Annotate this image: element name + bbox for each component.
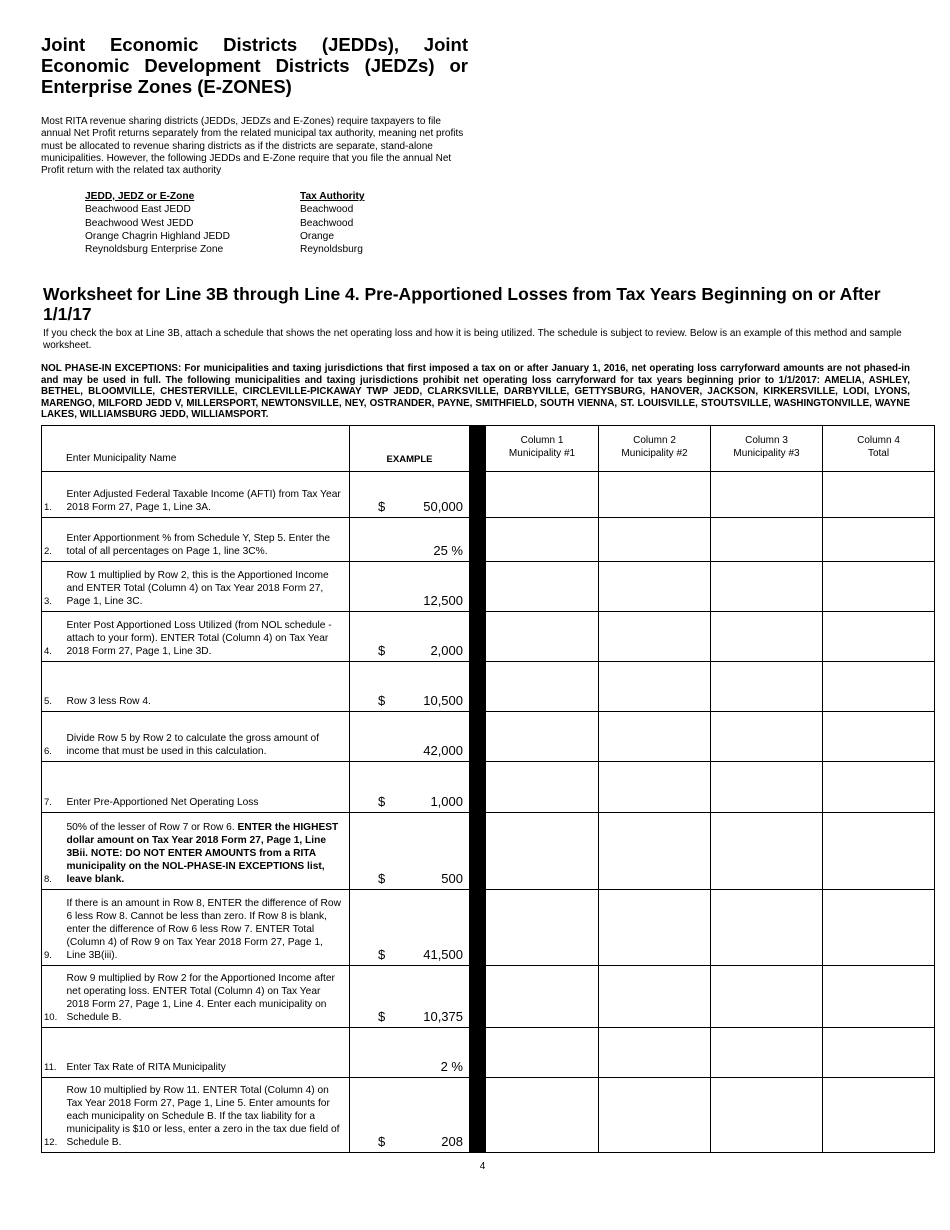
jedd-header: JEDD, JEDZ or E-Zone bbox=[85, 191, 195, 202]
total-cell[interactable] bbox=[823, 762, 935, 813]
row-number: 5. bbox=[42, 662, 63, 712]
total-cell[interactable] bbox=[823, 1078, 935, 1153]
municipality-1-cell[interactable] bbox=[486, 1078, 599, 1153]
tax-authority-header: Tax Authority bbox=[300, 191, 365, 202]
worksheet-row bbox=[42, 966, 935, 1028]
column-separator bbox=[470, 518, 486, 562]
dollar-sign: $ bbox=[378, 499, 386, 514]
row-description: Row 10 multiplied by Row 11. ENTER Total (Column 4) on Tax Year 2018 Form 27, Page 1, Line 5. Enter amounts for each municipality on Schedule B. If the tax liability for a municipality is $10 or less, enter a zero in the tax due field of Schedule B. bbox=[63, 1078, 350, 1153]
worksheet-row bbox=[42, 813, 935, 890]
example-value: 500 bbox=[441, 871, 463, 886]
column-4-header: Column 4 Total bbox=[823, 426, 935, 472]
example-cell bbox=[350, 1028, 470, 1078]
row-description: Enter Pre-Apportioned Net Operating Loss bbox=[63, 762, 350, 813]
municipality-2-cell[interactable] bbox=[599, 562, 711, 612]
jedd-authority: Orange bbox=[300, 230, 334, 242]
worksheet-table bbox=[41, 425, 935, 1153]
worksheet-title: Worksheet for Line 3B through Line 4. Pre-Apportioned Losses from Tax Years Beginning on or After 1/1/17 bbox=[43, 284, 881, 324]
municipality-name-header: Enter Municipality Name bbox=[42, 426, 350, 472]
municipality-3-cell[interactable] bbox=[711, 1028, 823, 1078]
municipality-1-cell[interactable] bbox=[486, 518, 599, 562]
row-description: Divide Row 5 by Row 2 to calculate the gross amount of income that must be used in this calculation. bbox=[63, 712, 350, 762]
total-cell[interactable] bbox=[823, 662, 935, 712]
worksheet-row bbox=[42, 890, 935, 966]
worksheet-header-row bbox=[42, 426, 935, 472]
row-description: If there is an amount in Row 8, ENTER the difference of Row 6 less Row 8. Cannot be less than zero. If Row 8 is blank, enter the difference of Row 6 less Row 7. ENTER Total (Column 4) of Row 9 on Tax Year 2018 Form 27, Page 1, Line 3B(iii). bbox=[63, 890, 350, 966]
municipality-2-cell[interactable] bbox=[599, 762, 711, 813]
municipality-2-cell[interactable] bbox=[599, 1028, 711, 1078]
row-description: Row 1 multiplied by Row 2, this is the Apportioned Income and ENTER Total (Column 4) on Tax Year 2018 Form 27, Page 1, Line 3C. bbox=[63, 562, 350, 612]
total-cell[interactable] bbox=[823, 1028, 935, 1078]
column-separator bbox=[470, 762, 486, 813]
municipality-3-cell[interactable] bbox=[711, 712, 823, 762]
example-value: 1,000 bbox=[430, 794, 463, 809]
column-2-header: Column 2 Municipality #2 bbox=[599, 426, 711, 472]
example-cell bbox=[350, 662, 470, 712]
municipality-2-cell[interactable] bbox=[599, 1078, 711, 1153]
row-number: 7. bbox=[42, 762, 63, 813]
row-number: 1. bbox=[42, 472, 63, 518]
total-cell[interactable] bbox=[823, 472, 935, 518]
example-cell bbox=[350, 562, 470, 612]
municipality-3-cell[interactable] bbox=[711, 518, 823, 562]
worksheet-row bbox=[42, 562, 935, 612]
example-value: 50,000 bbox=[423, 499, 463, 514]
jedd-authority: Beachwood bbox=[300, 217, 354, 229]
municipality-3-cell[interactable] bbox=[711, 966, 823, 1028]
worksheet-row bbox=[42, 1078, 935, 1153]
municipality-3-cell[interactable] bbox=[711, 813, 823, 890]
municipality-3-cell[interactable] bbox=[711, 762, 823, 813]
example-value: 10,375 bbox=[423, 1009, 463, 1024]
municipality-2-cell[interactable] bbox=[599, 712, 711, 762]
column-separator bbox=[470, 813, 486, 890]
column-separator bbox=[470, 712, 486, 762]
column-separator bbox=[470, 426, 486, 472]
example-value: 41,500 bbox=[423, 947, 463, 962]
municipality-3-cell[interactable] bbox=[711, 612, 823, 662]
municipality-1-cell[interactable] bbox=[486, 662, 599, 712]
example-header: EXAMPLE bbox=[350, 426, 470, 472]
example-value: 2,000 bbox=[430, 643, 463, 658]
municipality-2-cell[interactable] bbox=[599, 518, 711, 562]
municipality-1-cell[interactable] bbox=[486, 890, 599, 966]
jedd-authority: Reynoldsburg bbox=[300, 244, 363, 256]
worksheet-row bbox=[42, 612, 935, 662]
municipality-1-cell[interactable] bbox=[486, 712, 599, 762]
dollar-sign: $ bbox=[378, 947, 386, 962]
municipality-1-cell[interactable] bbox=[486, 472, 599, 518]
row-number: 9. bbox=[42, 890, 63, 966]
row-description: Enter Post Apportioned Loss Utilized (from NOL schedule - attach to your form). ENTER Total (Column 4) on Tax Year 2018 Form 27, Page 1, Line 3D. bbox=[63, 612, 350, 662]
worksheet-row bbox=[42, 518, 935, 562]
row-number: 3. bbox=[42, 562, 63, 612]
municipality-2-cell[interactable] bbox=[599, 612, 711, 662]
example-cell bbox=[350, 612, 470, 662]
row-number: 4. bbox=[42, 612, 63, 662]
example-cell bbox=[350, 518, 470, 562]
jedd-name: Beachwood East JEDD bbox=[85, 204, 191, 216]
example-value: 12,500 bbox=[423, 593, 463, 608]
column-1-header: Column 1 Municipality #1 bbox=[486, 426, 599, 472]
total-cell[interactable] bbox=[823, 518, 935, 562]
municipality-3-cell[interactable] bbox=[711, 1078, 823, 1153]
municipality-3-cell[interactable] bbox=[711, 472, 823, 518]
row-number: 12. bbox=[42, 1078, 63, 1153]
column-separator bbox=[470, 562, 486, 612]
dollar-sign: $ bbox=[378, 871, 386, 886]
total-cell[interactable] bbox=[823, 813, 935, 890]
intro-paragraph: Most RITA revenue sharing districts (JEDDs, JEDZs and E-Zones) require taxpayers to file annual Net Profit returns separately from the related municipal tax authority, meaning net profits must be allocated to revenue sharing districts as if the districts are separate, stand-alone municipalities. However, the following JEDDs and E-Zone require that you file the annual Net Profit return with the related tax authority bbox=[41, 116, 464, 177]
row-description: 50% of the lesser of Row 7 or Row 6. ENTER the HIGHEST dollar amount on Tax Year 2018 Form 27, Page 1, Line 3Bii. NOTE: DO NOT ENTER AMOUNTS from a RITA municipality on the NOL-PHASE-IN EXCEPTIONS list, leave blank. bbox=[63, 813, 350, 890]
dollar-sign: $ bbox=[378, 643, 386, 658]
column-separator bbox=[470, 966, 486, 1028]
row-description: Enter Tax Rate of RITA Municipality bbox=[63, 1028, 350, 1078]
municipality-1-cell[interactable] bbox=[486, 562, 599, 612]
worksheet-row bbox=[42, 472, 935, 518]
page-number: 4 bbox=[479, 1161, 486, 1172]
row-description: Row 9 multiplied by Row 2 for the Apportioned Income after net operating loss. ENTER Total (Column 4) on Tax Year 2018 Form 27, Page 1, Line 4. Enter each municipality on Schedule B. bbox=[63, 966, 350, 1028]
jedd-row bbox=[85, 203, 365, 216]
total-cell[interactable] bbox=[823, 712, 935, 762]
jedd-name: Orange Chagrin Highland JEDD bbox=[85, 230, 230, 242]
jedd-table bbox=[85, 190, 365, 256]
column-3-header: Column 3 Municipality #3 bbox=[711, 426, 823, 472]
example-cell bbox=[350, 1078, 470, 1153]
row-number: 11. bbox=[42, 1028, 63, 1078]
row-number: 2. bbox=[42, 518, 63, 562]
municipality-2-cell[interactable] bbox=[599, 662, 711, 712]
column-separator bbox=[470, 890, 486, 966]
row-number: 6. bbox=[42, 712, 63, 762]
example-value: 2 % bbox=[440, 1059, 463, 1074]
example-value: 42,000 bbox=[423, 743, 463, 758]
column-separator bbox=[470, 1028, 486, 1078]
column-separator bbox=[470, 1078, 486, 1153]
example-cell bbox=[350, 813, 470, 890]
example-cell bbox=[350, 712, 470, 762]
jedd-name: Reynoldsburg Enterprise Zone bbox=[85, 244, 224, 256]
example-cell bbox=[350, 762, 470, 813]
municipality-1-cell[interactable] bbox=[486, 966, 599, 1028]
row-description: Row 3 less Row 4. bbox=[63, 662, 350, 712]
example-value: 10,500 bbox=[423, 693, 463, 708]
municipality-3-cell[interactable] bbox=[711, 562, 823, 612]
dollar-sign: $ bbox=[378, 794, 386, 809]
row-description: Enter Apportionment % from Schedule Y, Step 5. Enter the total of all percentages on Page 1, line 3C%. bbox=[63, 518, 350, 562]
total-cell[interactable] bbox=[823, 966, 935, 1028]
municipality-2-cell[interactable] bbox=[599, 472, 711, 518]
row-number: 10. bbox=[42, 966, 63, 1028]
municipality-1-cell[interactable] bbox=[486, 1028, 599, 1078]
dollar-sign: $ bbox=[378, 693, 386, 708]
municipality-1-cell[interactable] bbox=[486, 612, 599, 662]
example-value: 208 bbox=[441, 1134, 463, 1149]
column-separator bbox=[470, 472, 486, 518]
municipality-2-cell[interactable] bbox=[599, 890, 711, 966]
total-cell[interactable] bbox=[823, 890, 935, 966]
total-cell[interactable] bbox=[823, 562, 935, 612]
jedd-row bbox=[85, 230, 365, 243]
municipality-3-cell[interactable] bbox=[711, 662, 823, 712]
example-cell bbox=[350, 890, 470, 966]
worksheet-intro: If you check the box at Line 3B, attach a schedule that shows the net operating loss and how it is being utilized. The schedule is subject to review. Below is an example of this method and sample worksheet. bbox=[43, 328, 902, 352]
jedd-row bbox=[85, 217, 365, 230]
jedd-name: Beachwood West JEDD bbox=[85, 217, 194, 229]
example-value: 25 % bbox=[433, 543, 463, 558]
page-title: Joint Economic Districts (JEDDs), Joint Economic Development Districts (JEDZs) or Enterprise Zones (E-ZONES) bbox=[41, 34, 468, 97]
column-separator bbox=[470, 662, 486, 712]
municipality-1-cell[interactable] bbox=[486, 762, 599, 813]
municipality-1-cell[interactable] bbox=[486, 813, 599, 890]
municipality-3-cell[interactable] bbox=[711, 890, 823, 966]
municipality-2-cell[interactable] bbox=[599, 966, 711, 1028]
nol-exceptions: NOL PHASE-IN EXCEPTIONS: For municipalities and taxing jurisdictions that first imposed a tax on or after January 1, 2016, net operating loss carryforward amounts are not phased-in and may be used in full. The following municipalities and taxing jurisdictions prohibit net operating loss carryforward for tax years beginning prior to 1/1/2017: AMELIA, ASHLEY, BETHEL, BLOOMVILLE, CHESTERVILLE, CIRCLEVILLE-PICKAWAY TWP JEDD, CLARKSVILLE, DARBYVILLE, GETTYSBURG, HANOVER, JACKSON, KIRKERSVILLE, LODI, LYONS, MARENGO, MILFORD JEDD V, MILLERSPORT, NEWTONSVILLE, NEY, OSTRANDER, PAYNE, SMITHFIELD, SOUTH VIENNA, ST. LOUISVILLE, STOUTSVILLE, WASHINGTONVILLE, WAYNE LAKES, WILLIAMSBURG JEDD, WILLIAMSPORT. bbox=[41, 363, 910, 421]
column-separator bbox=[470, 612, 486, 662]
row-number: 8. bbox=[42, 813, 63, 890]
municipality-2-cell[interactable] bbox=[599, 813, 711, 890]
worksheet-row bbox=[42, 1028, 935, 1078]
total-cell[interactable] bbox=[823, 612, 935, 662]
jedd-authority: Beachwood bbox=[300, 204, 354, 216]
jedd-row bbox=[85, 243, 365, 256]
worksheet-row bbox=[42, 712, 935, 762]
row-description: Enter Adjusted Federal Taxable Income (AFTI) from Tax Year 2018 Form 27, Page 1, Line 3A. bbox=[63, 472, 350, 518]
dollar-sign: $ bbox=[378, 1009, 386, 1024]
example-cell bbox=[350, 472, 470, 518]
example-cell bbox=[350, 966, 470, 1028]
worksheet-row bbox=[42, 662, 935, 712]
dollar-sign: $ bbox=[378, 1134, 386, 1149]
worksheet-row bbox=[42, 762, 935, 813]
